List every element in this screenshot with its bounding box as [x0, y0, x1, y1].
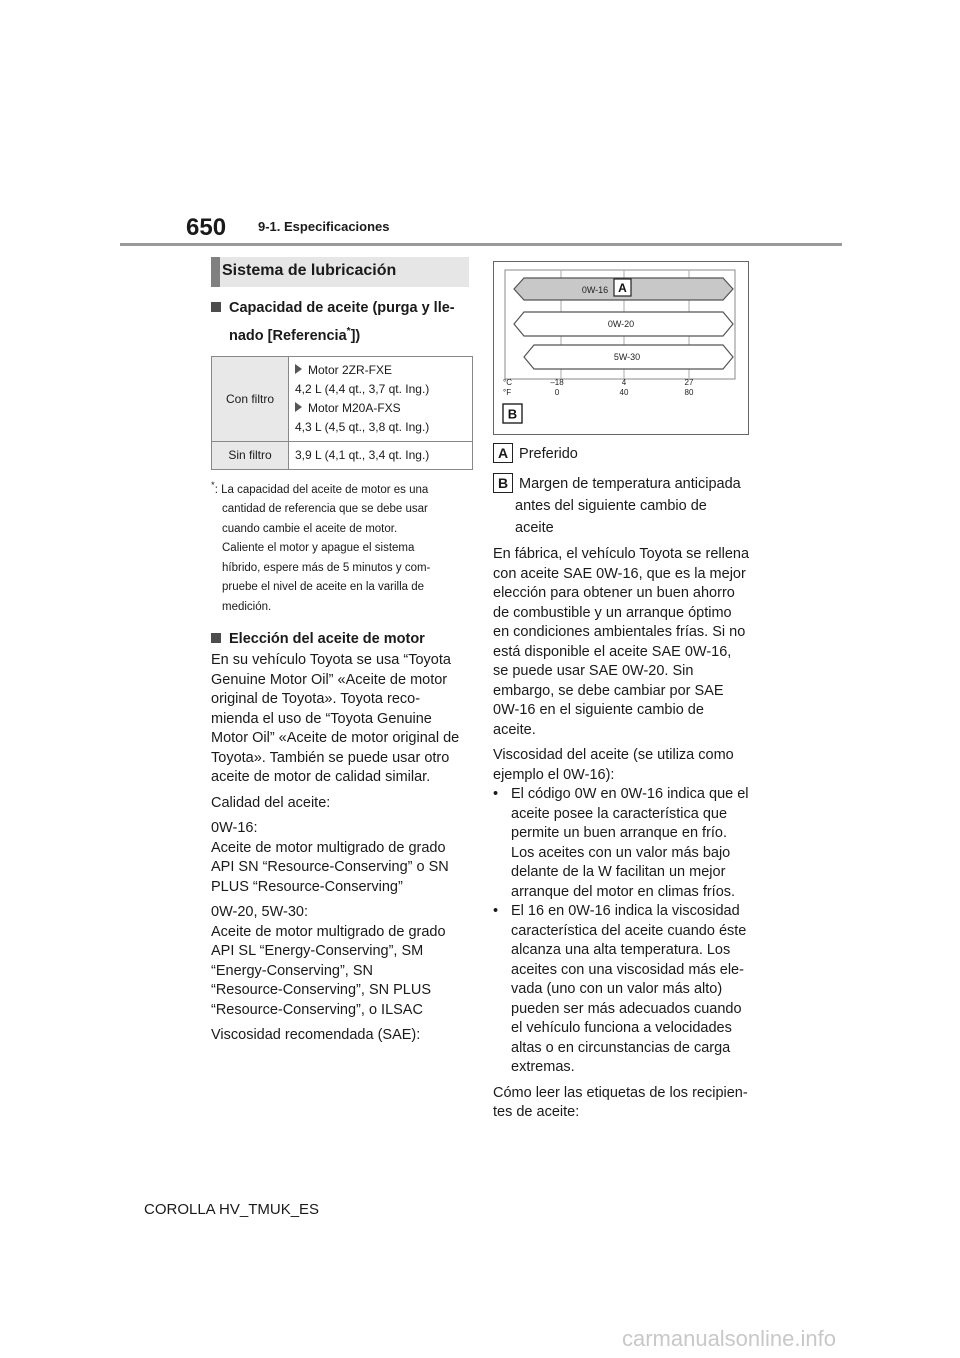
viscosity-intro: Viscosidad del aceite (se utiliza como ejemplo el 0W-16):	[493, 747, 734, 783]
viscosity-diagram	[493, 261, 749, 435]
triangle-icon	[295, 402, 302, 412]
bullet-list	[493, 785, 755, 1078]
tick-celsius-4: 4	[621, 378, 627, 387]
square-bullet-icon	[211, 633, 221, 643]
triangle-icon	[295, 364, 302, 374]
table-label-sin-filtro: Sin filtro	[212, 441, 289, 469]
oil-heading: Elección del aceite de motor	[211, 627, 473, 651]
legend-a-letter: A	[493, 443, 513, 463]
grade-label-0w16: 0W-16	[581, 285, 609, 295]
viscosity-label: Viscosidad recomendada (SAE):	[211, 1027, 421, 1044]
header-rule	[120, 243, 842, 246]
right-column	[493, 443, 755, 1123]
marker-b: B	[507, 406, 518, 422]
page-number: 650	[186, 214, 227, 241]
left-column	[211, 296, 473, 1046]
list-item: • El código 0W en 0W-16 indica que el aceite posee la característica que permite un buen arranque en frío. Los aceites con un valor más bajo delante de la W facilitan un mejor arranque del motor en climas fríos.	[493, 786, 749, 900]
unit-celsius: °C	[503, 378, 512, 387]
list-item: • El 16 en 0W-16 indica la viscosidad característica del aceite cuando éste alcanza una alta temperatura. Los aceites con una viscosidad más ele- vada (uno con un valor más alto) pueden ser más adecuados cuando el vehículo funciona a velocidades altas o en circunstancias de carga extremas.	[493, 903, 747, 1075]
marker-a: A	[618, 281, 627, 295]
table-label-con-filtro: Con filtro	[212, 356, 289, 441]
legend-b: B Margen de temperatura anticipada antes del siguiente cambio de aceite	[493, 473, 755, 539]
oil-paragraph: En su vehículo Toyota se usa “Toyota Genuine Motor Oil” «Aceite de motor original de Toyota». Toyota reco- mienda el uso de “Toyota Genuine Motor Oil” «Aceite de motor original de Toyota». También se puede usar otro aceite de motor de calidad similar.	[211, 652, 460, 786]
quality-0w20-5w30: 0W-20, 5W-30: Aceite de motor multigrado de grado API SL “Energy-Conserving”, SM “Energy-Conserving”, SN “Resource-Conserving”, SN PLUS “Resource-Conserving”, o ILSAC	[211, 904, 446, 1018]
grade-label-5w30: 5W-30	[613, 352, 641, 362]
section-title: Sistema de lubricación	[222, 262, 397, 279]
viscosity-diagram-svg	[493, 261, 749, 435]
quality-label: Calidad del aceite:	[211, 794, 331, 811]
labels-paragraph: Cómo leer las etiquetas de los recipien- tes de aceite:	[493, 1084, 748, 1120]
table-values-con-filtro: Motor 2ZR-FXE 4,2 L (4,4 qt., 3,7 qt. Ing.) Motor M20A-FXS 4,3 L (4,5 qt., 3,8 qt. Ing.)	[289, 356, 473, 441]
quality-0w16: 0W-16: Aceite de motor multigrado de grado API SN “Resource-Conserving” o SN PLUS “Resource-Conserving”	[211, 820, 449, 895]
table-values-sin-filtro: 3,9 L (4,1 qt., 3,4 qt. Ing.)	[289, 441, 473, 469]
grade-label-0w20: 0W-20	[607, 319, 635, 329]
watermark: carmanualsonline.info	[621, 1326, 836, 1351]
tick-fahrenheit-80: 80	[684, 388, 694, 397]
capacity-table	[211, 356, 473, 470]
capacity-heading: Capacidad de aceite (purga y lle- nado [Referencia*])	[211, 296, 473, 348]
footer-model: COROLLA HV_TMUK_ES	[144, 1201, 320, 1218]
footnote: *: La capacidad del aceite de motor es una cantidad de referencia que se debe usar cuando cambie el aceite de motor. Caliente el motor y apague el sistema híbrido, espere más de 5 minutos y com- pruebe el nivel de aceite en la varilla de medición.	[211, 479, 431, 613]
section-label: 9-1. Especificaciones	[258, 219, 390, 234]
legend-a: A Preferido	[493, 443, 755, 465]
factory-paragraph: En fábrica, el vehículo Toyota se rellena con aceite SAE 0W-16, que es la mejor elección para obtener un buen ahorro de combustible y un arranque óptimo en condiciones ambientales frías. Si no está disponible el aceite SAE 0W-16, se puede usar SAE 0W-20. Sin embargo, se debe cambiar por SAE 0W-16 en el siguiente cambio de aceite.	[493, 546, 750, 738]
tick-fahrenheit-40: 40	[619, 388, 629, 397]
square-bullet-icon	[211, 302, 221, 312]
tick-fahrenheit-0: 0	[554, 388, 560, 397]
tick-celsius-neg18: –18	[550, 378, 564, 387]
unit-fahrenheit: °F	[503, 388, 512, 397]
table-row	[212, 441, 473, 469]
tick-celsius-27: 27	[684, 378, 694, 387]
table-row	[212, 356, 473, 441]
legend-b-letter: B	[493, 473, 513, 493]
